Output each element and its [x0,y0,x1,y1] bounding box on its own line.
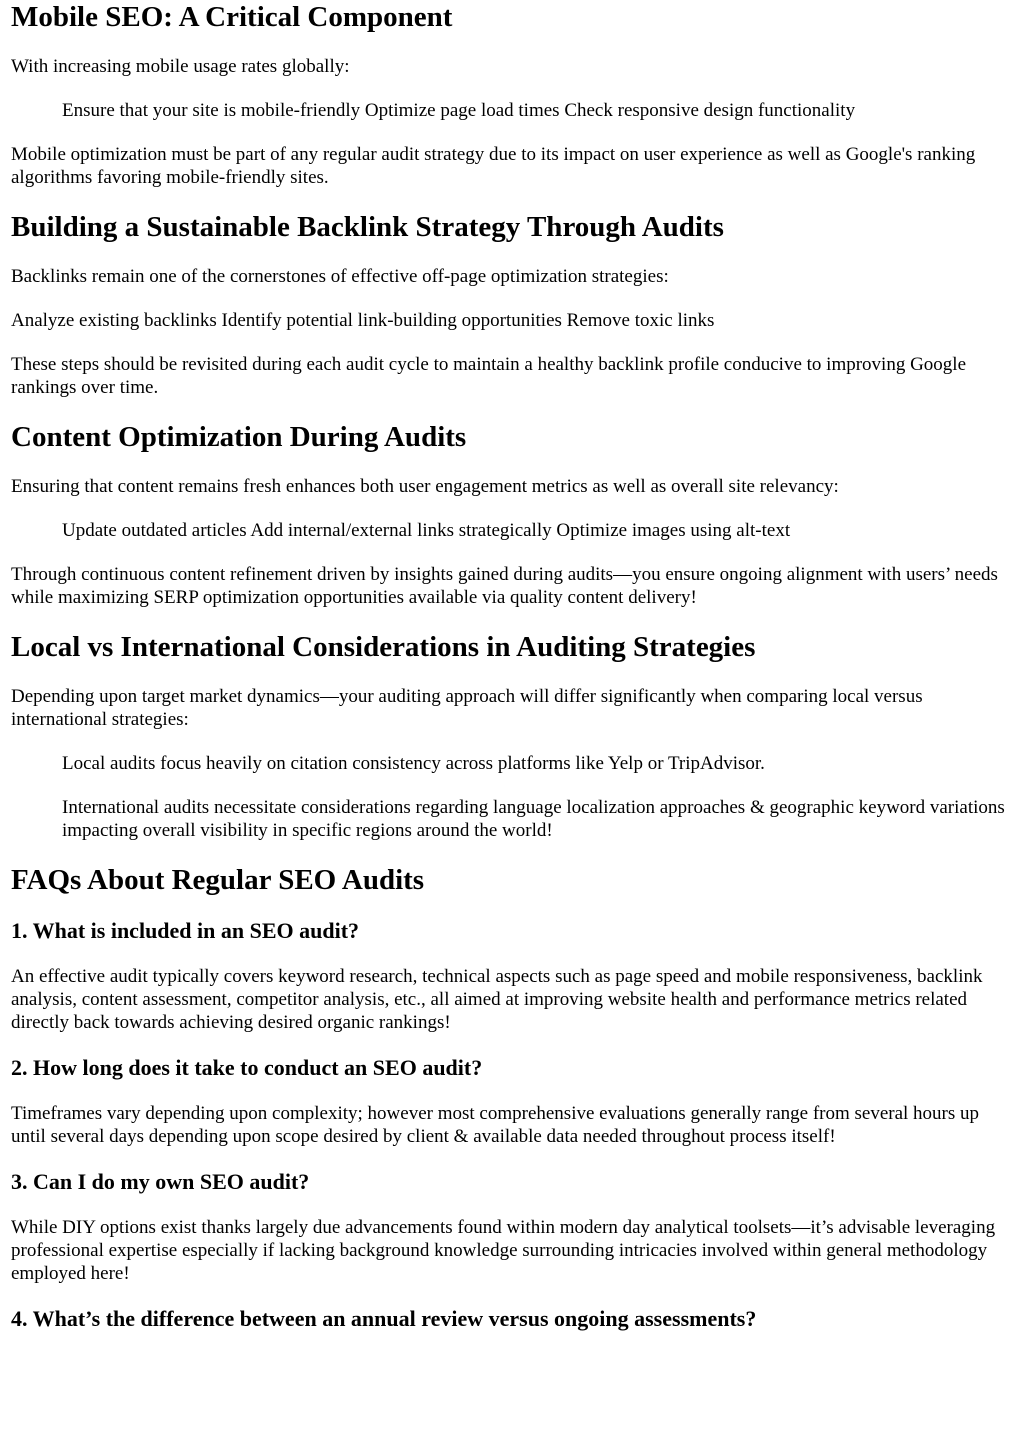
backlink-body: These steps should be revisited during each audit cycle to maintain a healthy backlink profile conducive to improving Google rankings over time. [11,354,967,398]
mobile-checklist [62,99,1013,122]
local-intro: Depending upon target market dynamics—your auditing approach will differ significantly when comparing local versus international strategies: [11,686,923,730]
content-checklist-text: Update outdated articles Add internal/external links strategically Optimize images using alt-text [62,520,791,541]
international-audits-text: International audits necessitate considerations regarding language localization approaches & geographic keyword variations impacting overall visibility in specific regions around the world! [62,797,1005,841]
faq-question-1: 1. What is included in an SEO audit? [11,918,360,943]
local-audits-text: Local audits focus heavily on citation consistency across platforms like Yelp or TripAdvisor. [62,753,765,774]
local-audits-quote [62,752,1013,842]
heading-backlink-strategy: Building a Sustainable Backlink Strategy Through Audits [11,211,724,243]
faq-answer-1: An effective audit typically covers keyword research, technical aspects such as page speed and mobile responsiveness, backlink analysis, content assessment, competitor analysis, etc., all aimed at improving website health and performance metrics related directly back towards achieving desired organic rankings! [11,966,983,1033]
content-body: Through continuous content refinement driven by insights gained during audits—you ensure ongoing alignment with users’ needs while maximizing SERP optimization opportunities available via quality content delivery! [11,564,998,608]
heading-local-international: Local vs International Considerations in Auditing Strategies [11,631,756,663]
backlink-steps: Analyze existing backlinks Identify potential link-building opportunities Remove toxic links [11,310,715,331]
faq-question-4: 4. What’s the difference between an annual review versus ongoing assessments? [11,1306,757,1331]
content-checklist [62,519,1013,542]
heading-content-optimization: Content Optimization During Audits [11,421,467,453]
mobile-checklist-text: Ensure that your site is mobile-friendly Optimize page load times Check responsive design functionality [62,100,856,121]
faq-answer-2: Timeframes vary depending upon complexity; however most comprehensive evaluations generally range from several hours up until several days depending upon scope desired by client & available data needed throughout process itself! [11,1103,980,1147]
mobile-intro: With increasing mobile usage rates globally: [11,56,350,77]
mobile-body: Mobile optimization must be part of any regular audit strategy due to its impact on user experience as well as Google's ranking algorithms favoring mobile-friendly sites. [11,144,976,188]
faq-question-3: 3. Can I do my own SEO audit? [11,1169,310,1194]
backlink-intro: Backlinks remain one of the cornerstones of effective off-page optimization strategies: [11,266,669,287]
heading-mobile-seo: Mobile SEO: A Critical Component [11,1,453,33]
heading-faqs: FAQs About Regular SEO Audits [11,864,425,896]
content-intro: Ensuring that content remains fresh enhances both user engagement metrics as well as overall site relevancy: [11,476,839,497]
faq-answer-3: While DIY options exist thanks largely due advancements found within modern day analytical toolsets—it’s advisable leveraging professional expertise especially if lacking background knowledge surrounding intricacies involved within general methodology employed here! [11,1217,996,1284]
faq-question-2: 2. How long does it take to conduct an SEO audit? [11,1055,483,1080]
